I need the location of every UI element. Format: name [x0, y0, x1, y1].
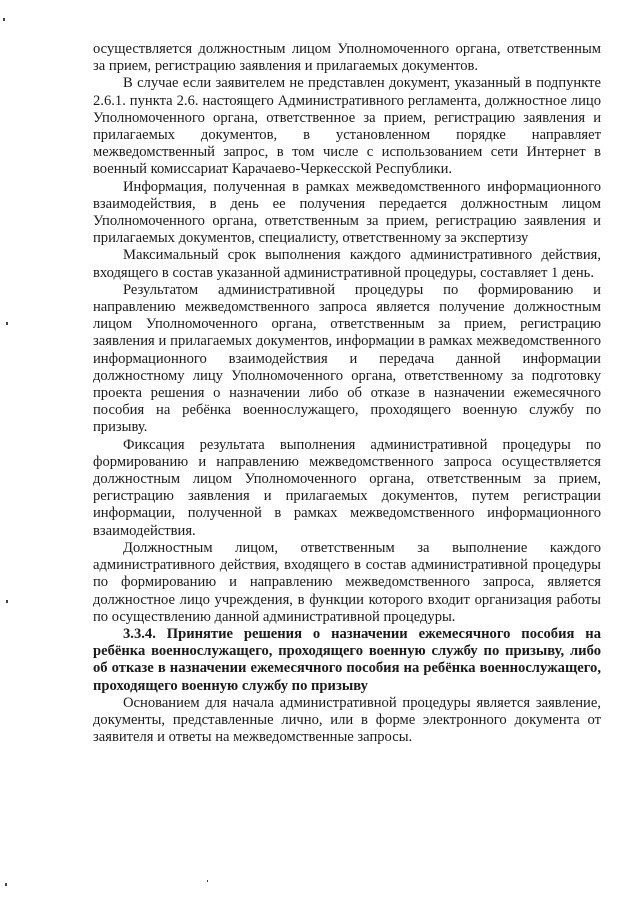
paragraph: Информация, полученная в рамках межведомственного информационного взаимодействия, в день ее получения передается должностным лицом Уполномоченного органа, ответственным за прием, регистрацию заявления и прилагаемых документов, специалисту, ответственному за экспертизу	[93, 178, 601, 247]
scan-mark	[3, 18, 5, 21]
scan-mark	[207, 880, 208, 882]
section-heading: 3.3.4. Принятие решения о назначении ежемесячного пособия на ребёнка военнослужащего, проходящего военную службу по призыву, либо об отказе в назначении ежемесячного пособия на ребёнка военнослужащего, проходящего военную службу по призыву	[93, 625, 601, 694]
scan-mark	[6, 322, 8, 325]
scan-mark	[6, 600, 8, 603]
paragraph: Фиксация результата выполнения административной процедуры по формированию и направлению межведомственного запроса осуществляется должностным лицом Уполномоченного органа, ответственным за прием, регистрацию заявления и прилагаемых документов, путем регистрации информации, полученной в рамках межведомственного информационного взаимодействия.	[93, 436, 601, 539]
paragraph: Должностным лицом, ответственным за выполнение каждого административного действия, входящего в состав административной процедуры по формированию и направлению межведомственного запроса, является должностное лицо учреждения, в функции которого входит организация работы по осуществлению данной административной процедуры.	[93, 539, 601, 625]
paragraph: Основанием для начала административной процедуры является заявление, документы, представленные лично, или в форме электронного документа от заявителя и ответы на межведомственные запросы.	[93, 694, 601, 746]
paragraph: Максимальный срок выполнения каждого административного действия, входящего в состав указанной административной процедуры, составляет 1 день.	[93, 247, 601, 281]
paragraph: Результатом административной процедуры по формированию и направлению межведомственного запроса является получение должностным лицом Уполномоченного органа, ответственным за прием, регистрацию заявления и прилагаемых документов, информации в рамках межведомственного информационного взаимодействия и передача данной информации должностному лицу Уполномоченного органа, ответственному за подготовку проекта решения о назначении либо об отказе в назначении ежемесячного пособия на ребёнка военнослужащего, проходящего военную службу по призыву.	[93, 281, 601, 436]
paragraph-continued: осуществляется должностным лицом Уполномоченного органа, ответственным за прием, регистрацию заявления и прилагаемых документов.	[93, 41, 601, 75]
scan-mark	[5, 883, 7, 886]
paragraph: В случае если заявителем не представлен документ, указанный в подпункте 2.6.1. пункта 2.6. настоящего Административного регламента, должностное лицо Уполномоченного органа, ответственное за прием, регистрацию заявления и прилагаемых документов, в установленном порядке направляет межведомственный запрос, в том числе с использованием сети Интернет в военный комиссариат Карачаево-Черкесской Республики.	[93, 75, 601, 178]
document-page	[93, 41, 601, 746]
